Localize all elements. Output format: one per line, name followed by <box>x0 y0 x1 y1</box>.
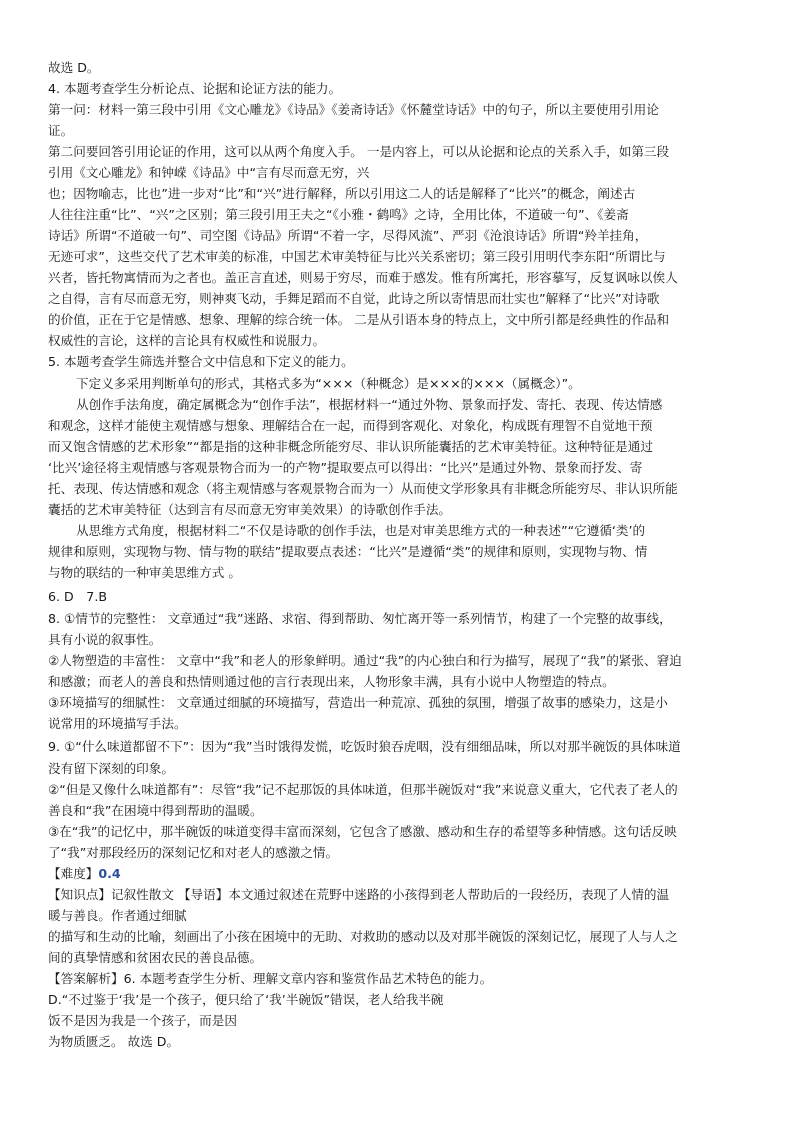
text-line <box>48 563 241 583</box>
text-line <box>48 479 678 499</box>
line-text: 间的真挚情感和贫困农民的善良品德。 <box>48 950 263 965</box>
line-text: 为物质匮乏。 故选 D。 <box>48 1034 180 1049</box>
line-text: 6. D 7.B <box>48 589 107 604</box>
text-line <box>48 163 369 183</box>
text-line <box>48 310 669 330</box>
line-text: 无迹可求”，这些交代了艺术审美的标准，中国艺术审美特征与比兴关系密切；第三段引用明代李东阳“所谓比与 <box>48 249 666 264</box>
line-text: ②人物塑造的丰富性： 文章中“我”和老人的形象鲜明。通过“我”的内心独白和行为描写，展现了“我”的紧张、窘迫 <box>48 653 682 668</box>
line-text: 第一问：材料一第三段中引用《文心雕龙》《诗品》《姜斋诗话》《怀麓堂诗话》中的句子，所以主要使用引用论 <box>48 102 659 117</box>
difficulty-value: 0.4 <box>98 866 121 881</box>
text-line <box>48 247 666 267</box>
line-text: 4. 本题考查学生分析论点、论据和论证方法的能力。 <box>48 81 342 96</box>
line-text: 引用《文心雕龙》和钟嵘《诗品》中“言有尽而意无穷，兴 <box>48 165 370 180</box>
text-line <box>48 500 451 520</box>
text-line <box>48 672 615 692</box>
line-text: 8. ①情节的完整性： 文章通过“我”迷路、求宿、得到帮助、匆忙离开等一系列情节，构建了一个完整的故事线， <box>48 611 672 626</box>
line-text: 【知识点】记叙性散文 【导语】本文通过叙述在荒野中迷路的小孩得到老人帮助后的一段经历，表现了人情的温 <box>48 887 670 902</box>
text-line <box>48 142 669 162</box>
text-line <box>48 79 341 99</box>
line-text: 下定义多采用判断单句的形式，其格式多为“×××（种概念）是×××的×××（属概念）”。 <box>76 376 581 391</box>
text-line <box>48 737 681 757</box>
line-text: 饭不是因为我是一个孩子，而是因 <box>48 1013 237 1028</box>
line-text: 暖与善良。作者通过细腻 <box>48 908 187 923</box>
text-line <box>48 822 677 842</box>
line-text: 从创作手法角度，确定属概念为“创作手法”，根据材料一“通过外物、景象而抒发、寄托、表现、传达情感 <box>76 397 663 412</box>
line-text: 托、表现、传达情感和观念（将主观情感与客观景物合而为一）从而使文学形象具有非概念所能穷尽、非认识所能 <box>48 481 678 496</box>
line-text: 说常用的环境描写手法。 <box>48 716 187 731</box>
text-line <box>48 609 672 629</box>
text-line <box>48 1011 237 1031</box>
line-text: 没有留下深刻的印象。 <box>48 761 174 776</box>
line-text: 具有小说的叙事性。 <box>48 632 162 647</box>
text-line <box>76 374 581 394</box>
line-text: ‘比兴’途径将主观情感与客观景物合而为一的产物”提取要点可以得出：“比兴”是通过外物、景象而抒发、寄 <box>48 460 643 475</box>
text-line <box>48 352 354 372</box>
line-text: 与物的联结的一种审美思维方式 。 <box>48 565 241 580</box>
line-text: 5. 本题考查学生筛选并整合文中信息和下定义的能力。 <box>48 354 354 369</box>
line-text: 权威性的言论，这样的言论具有权威性和说服力。 <box>48 333 326 348</box>
text-line <box>48 58 99 78</box>
text-line <box>48 969 492 989</box>
line-text: 第二问要回答引用论证的作用，这可以从两个角度入手。 一是内容上，可以从论据和论点的关系入手，如第三段 <box>48 144 670 159</box>
line-text: ③在“我”的记忆中，那半碗饭的味道变得丰富而深刻，它包含了感激、感动和生存的希望等多种情感。这句话反映 <box>48 824 677 839</box>
text-line <box>48 864 121 884</box>
text-line <box>48 1032 179 1052</box>
line-text: 也；因物喻志，比也”进一步对“比”和“兴”进行解释，所以引用这二人的话是解释了“比兴”的概念，阐述古 <box>48 186 636 201</box>
text-line <box>48 100 659 120</box>
text-line <box>48 226 647 246</box>
text-line <box>48 948 262 968</box>
text-line <box>48 542 647 562</box>
text-line <box>48 289 659 309</box>
line-text: 规律和原则，实现物与物、情与物的联结”提取要点表述：“比兴”是遵循“类”的规律和原则，实现物与物、情 <box>48 544 648 559</box>
line-text: 之自得，言有尽而意无穷，则神爽飞动，手舞足蹈而不自觉，此诗之所以寄情思而壮实也”解释了“比兴”对诗歌 <box>48 291 660 306</box>
text-line <box>48 651 682 671</box>
text-line <box>48 416 653 436</box>
text-line <box>48 437 653 457</box>
line-text: D.“不过鉴于‘我’是一个孩子，便只给了‘我’半碗饭”错误，老人给我半碗 <box>48 992 444 1007</box>
line-text: 【答案解析】6. 本题考查学生分析、理解文章内容和鉴赏作品艺术特色的能力。 <box>48 971 493 986</box>
line-text: 的描写和生动的比喻，刻画出了小孩在困境中的无助、对救助的感动以及对那半碗饭的深刻记忆，展现了人与人之 <box>48 929 678 944</box>
line-text: ③环境描写的细腻性： 文章通过细腻的环境描写，营造出一种荒凉、孤独的氛围，增强了故事的感染力，这是小 <box>48 695 668 710</box>
text-line <box>48 906 187 926</box>
line-text: 善良和“我”在困境中得到帮助的温暖。 <box>48 803 263 818</box>
line-text: 兴者，皆托物寓情而为之者也。盖正言直述，则易于穷尽，而难于感发。惟有所寓托，形容摹写，反复讽咏以俟人 <box>48 270 678 285</box>
line-text: 【难度】 <box>48 866 99 881</box>
text-line <box>48 885 669 905</box>
text-line <box>48 801 263 821</box>
line-text: ②“但是又像什么味道都有”：尽管“我”记不起那饭的具体味道，但那半碗饭对“我”来说意义重大，它代表了老人的 <box>48 782 678 797</box>
text-line <box>48 990 443 1010</box>
line-text: 从思维方式角度，根据材料二“不仅是诗歌的创作手法，也是对审美思维方式的一种表述”“它遵循‘类’的 <box>76 523 646 538</box>
text-line <box>76 521 645 541</box>
text-line <box>48 759 174 779</box>
text-line <box>48 843 338 863</box>
text-line <box>48 630 161 650</box>
text-line <box>48 331 325 351</box>
line-text: 人往往注重“比”、“兴”之区别；第三段引用王夫之“《小雅・鹤鸣》之诗，全用比体，不道破一句”、《姜斋 <box>48 207 629 222</box>
text-line <box>48 205 629 225</box>
line-text: 和感激；而老人的善良和热情则通过他的言行表现出来，人物形象丰满，具有小说中人物塑造的特点。 <box>48 674 615 689</box>
line-text: 而又饱含情感的艺术形象”“都是指的这种非概念所能穷尽、非认识所能囊括的艺术审美特征。这种特征是通过 <box>48 439 653 454</box>
line-text: 9. ①“什么味道都留不下”：因为“我”当时饿得发慌，吃饭时狼吞虎咽，没有细细品味，所以对那半碗饭的具体味道 <box>48 739 681 754</box>
text-line <box>48 714 187 734</box>
text-line <box>48 927 678 947</box>
text-line <box>76 395 662 415</box>
text-line <box>48 184 635 204</box>
text-line <box>48 121 73 141</box>
text-line <box>48 780 678 800</box>
line-text: 故选 D。 <box>48 60 100 75</box>
line-text: 了“我”对那段经历的深刻记忆和对老人的感激之情。 <box>48 845 339 860</box>
text-line <box>48 693 668 713</box>
line-text: 的价值，正在于它是情感、想象、理解的综合统一体。 二是从引语本身的特点上，文中所引都是经典性的作品和 <box>48 312 670 327</box>
line-text: 证。 <box>48 123 74 138</box>
text-line <box>48 268 678 288</box>
text-line <box>48 587 107 607</box>
text-line <box>48 458 642 478</box>
line-text: 和观念，这样才能使主观情感与想象、理解结合在一起，而得到客观化、对象化，构成既有理智不自觉地干预 <box>48 418 653 433</box>
line-text: 诗话》所谓“不道破一句”、司空图《诗品》所谓“不着一字，尽得风流”、严羽《沧浪诗话》所谓“羚羊挂角， <box>48 228 648 243</box>
line-text: 囊括的艺术审美特征（达到言有尽而意无穷审美效果）的诗歌创作手法。 <box>48 502 451 517</box>
